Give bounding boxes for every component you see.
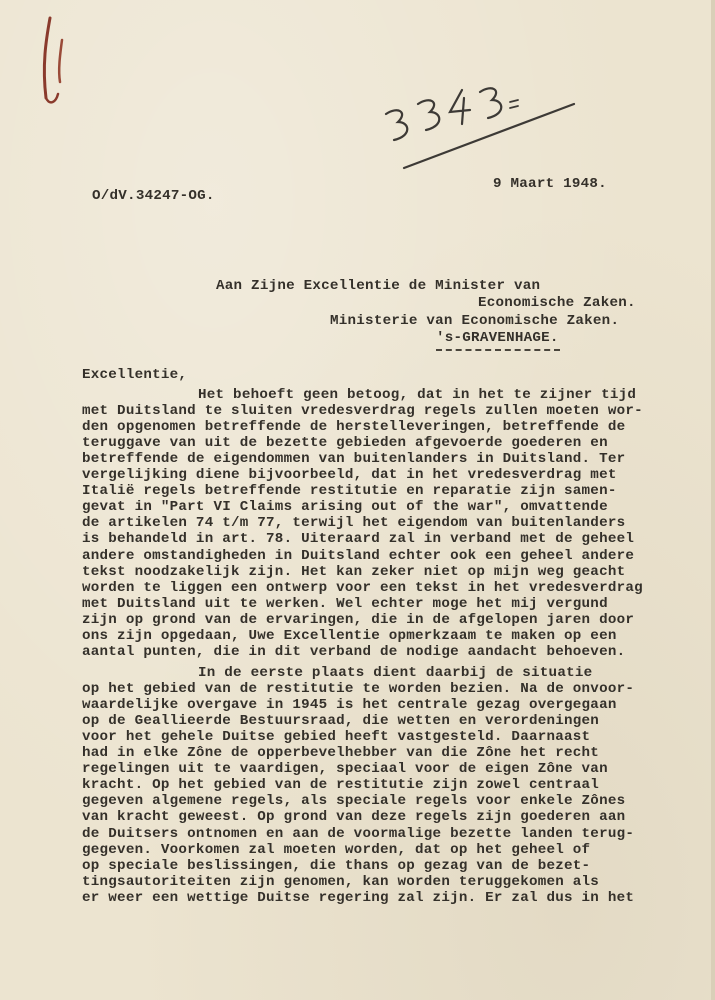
paragraph1-line: zijn op grond van de ervaringen, die in de afgelopen jaren door [82,611,635,628]
paragraph2-line: de Duitsers ontnomen en aan de voormalige bezette landen terug- [82,825,635,842]
paragraph2-line: op het gebied van de restitutie te worden bezien. Na de onvoor- [82,681,635,698]
paragraph1-line: met Duitsland uit te werken. Wel echter moge het mij vergund [82,595,608,612]
paragraph2-line: In de eerste plaats dient daarbij de situatie [198,665,593,681]
paragraph1-line: betreffende de eigendommen van buitenlanders in Duitsland. Ter [82,451,626,468]
pencil-mark-icon [36,10,76,110]
paragraph2-line: van kracht geweest. Op grond van deze regels zijn goederen aan [82,809,626,826]
paragraph1-line: aantal punten, die in dit verband de nodige aandacht behoeven. [82,643,626,660]
addressee-line-4: 's-GRAVENHAGE. [436,330,559,346]
paragraph1-line: ons zijn opgedaan, Uwe Excellentie opmerkzaam te maken op een [82,627,617,644]
paragraph2-line: op speciale beslissingen, die thans op gezag van de bezet- [82,857,591,874]
paragraph1-line: met Duitsland te sluiten vredesverdrag regels zullen moeten wor- [82,403,643,420]
paragraph2-line: voor het gehele Duitse gebied heeft vastgesteld. Daarnaast [82,729,591,746]
addressee-line-2: Economische Zaken. [478,295,636,311]
letter-date: 9 Maart 1948. [493,176,607,192]
paragraph2-line: had in elke Zône de opperbevelhebber van die Zône het recht [82,745,600,762]
paragraph2-line: tingsautoriteiten zijn genomen, kan worden teruggekomen als [82,873,600,890]
addressee-line-3: Ministerie van Economische Zaken. [330,313,620,329]
paragraph1-line: Het behoeft geen betoog, dat in het te zijner tijd [198,387,637,403]
paragraph1-line: de artikelen 74 t/m 77, terwijl het eigendom van buitenlanders [82,515,626,532]
address-underline [436,349,560,351]
addressee-line-1: Aan Zijne Excellentie de Minister van [216,278,541,294]
paragraph2-line: er weer een wettige Duitse regering zal zijn. Er zal dus in het [82,889,635,906]
paragraph1-line: andere omstandigheden in Duitsland echter ook een geheel andere [82,547,635,564]
paragraph1-line: worden te liggen een ontwerp voor een tekst in het vredesverdrag [82,579,643,596]
paragraph1-line: tekst noodzakelijk zijn. Het kan zeker niet op mijn weg geacht [82,563,626,580]
paragraph1-line: gevat in "Part VI Claims arising out of the war", omvattende [82,499,608,516]
salutation: Excellentie, [82,367,188,383]
paragraph1-line: is behandeld in art. 78. Uiteraard zal in verband met de geheel [82,531,635,548]
paragraph2-line: waardelijke overgave in 1945 is het centrale gezag overgegaan [82,697,617,714]
paragraph2-line: kracht. Op het gebied van de restitutie zijn zowel centraal [82,777,600,794]
paragraph1-line: den opgenomen betreffende de herstelleveringen, betreffende de [82,419,626,436]
reference-number: O/dV.34247-OG. [92,188,215,204]
paragraph2-line: regelingen uit te vaardigen, speciaal voor de eigen Zône van [82,761,608,778]
paragraph2-line: op de Geallieerde Bestuursraad, die wetten en verordeningen [82,713,600,730]
paragraph1-line: Italië regels betreffende restitutie en reparatie zijn samen- [82,483,617,500]
handwritten-number-3343 [378,78,578,178]
paragraph2-line: gegeven algemene regels, als speciale regels voor enkele Zônes [82,793,626,810]
paragraph1-line: vergelijking diene bijvoorbeeld, dat in het vredesverdrag met [82,467,617,484]
paragraph2-line: gegeven. Voorkomen zal moeten worden, dat op het geheel of [82,841,591,858]
paragraph1-line: teruggave van uit de bezette gebieden afgevoerde goederen en [82,435,608,452]
